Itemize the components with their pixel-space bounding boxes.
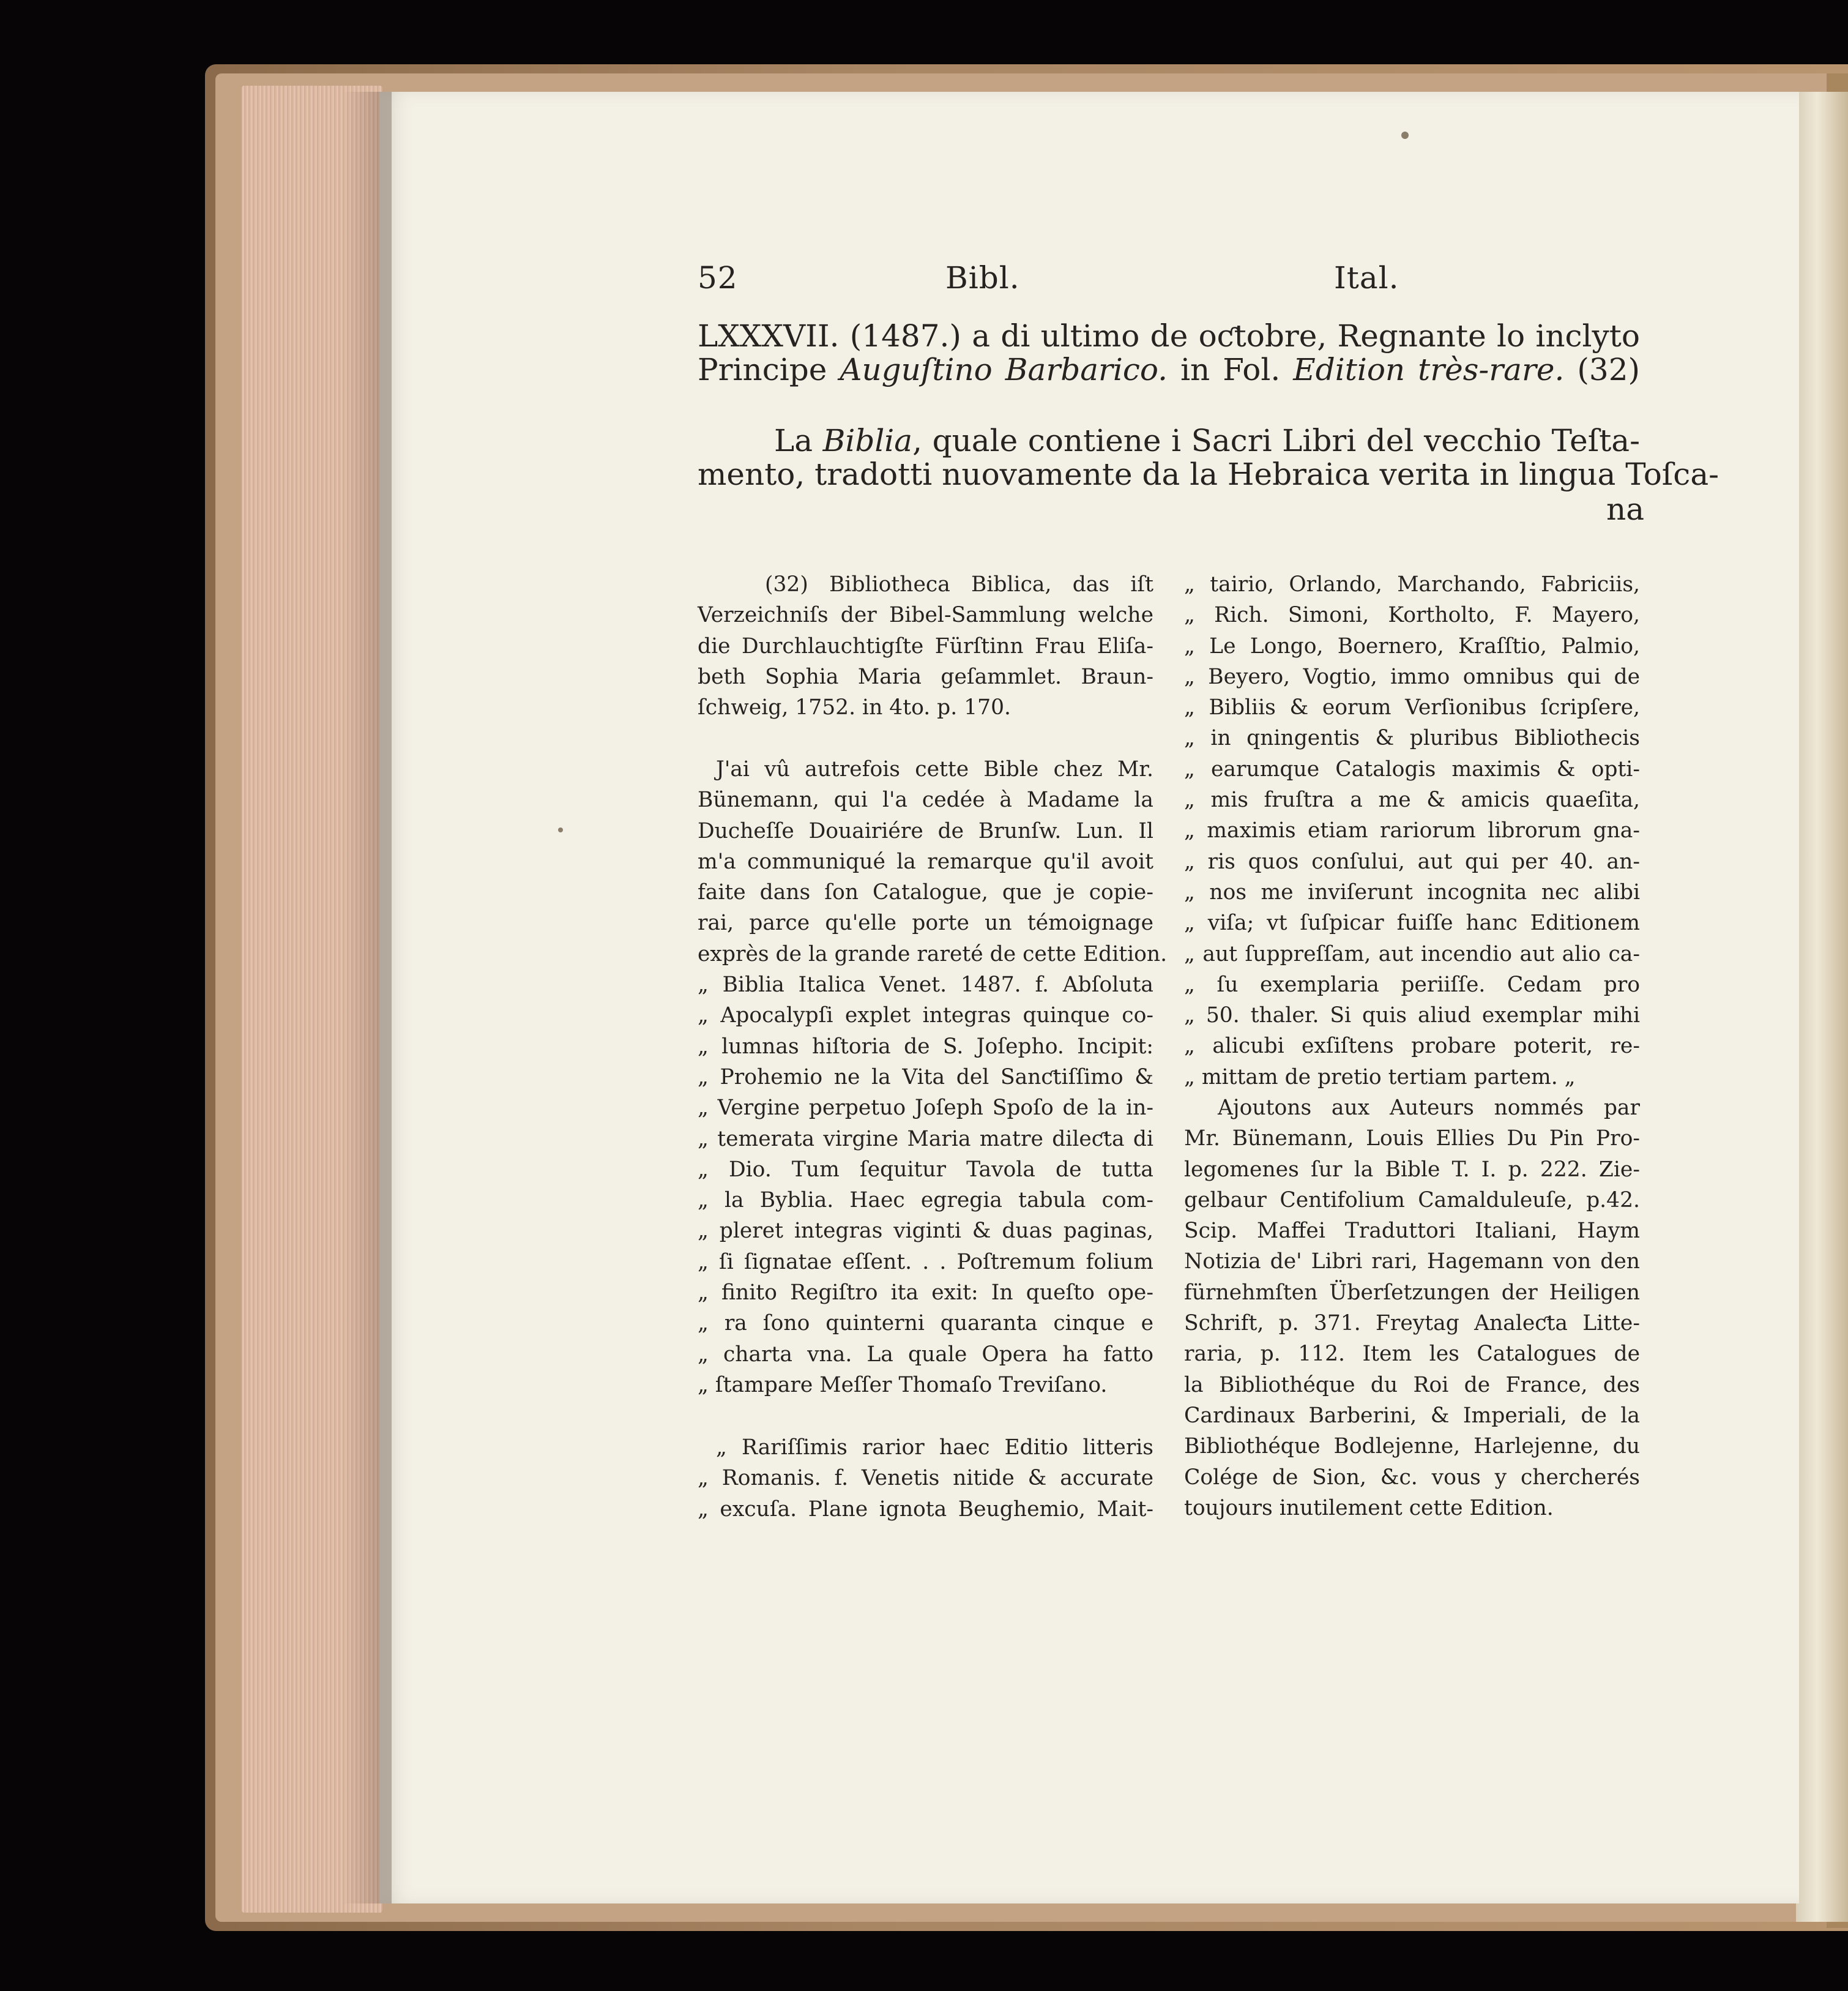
left-paragraph: J'ai vû autrefois cette Bible chez Mr. Bünemann, qui l'a cedée à Madame la Ducheſſe Douairiére de Brunſw. Lun. Il m'a communiqué la remarque qu'il avoit faite dans ſon Catalogue, que je copie- rai, parce qu'elle porte un témoignage exprès de la grande rareté de cette Edition. „ Biblia Italica Venet. 1487. f. Abſoluta „ Apocalypſi explet integras quinque co- „ lumnas hiſtoria de S. Joſepho. Incipit: „ Prohemio ne la Vita del Sanƈtiſſimo & „ Vergine perpetuo Joſeph Spoſo de la in- „ temerata virgine Maria matre dileƈta di „ Dio. Tum ſequitur Tavola de tutta „ la Byblia. Haec egregia tabula com- „ pleret integras viginti & duas paginas, „ ſi ſignatae eſſent. . . Poſtremum folium „ finito Regiſtro ita exit: In queſto ope- „ ra ſono quinterni quaranta cinque e „ charta vna. La quale Opera ha fatto „ ſtampare Meſſer Thomaſo Treviſano. — [698, 757, 1168, 1397]
paper-spot — [558, 827, 563, 832]
footnote-32: (32) Bibliotheca Biblica, das iſt Verzeichniſs der Bibel-Sammlung welche die Durchlauchtigſte Fürſtinn Frau Eliſa- beth Sophia Maria geſammlet. Braun- ſchweig, 1752. in 4to. p. 170. — [698, 572, 1153, 720]
left-paragraph-2: „ Rariſſimis rarior haec Editio litteris „ Romanis. f. Venetis nitide & accurate „ excuſa. Plane ignota Beughemio, Mait- — [698, 1435, 1153, 1522]
right-paragraph: Ajoutons aux Auteurs nommés par Mr. Bünemann, Louis Ellies Du Pin Pro- legomenes ſur la Bible T. I. p. 222. Zie- gelbaur Centifolium Camalduleuſe, p.42. Scip. Maffei Traduttori Italiani, Haym Notizia de' Libri rari, Hagemann von den fürnehmſten Überſetzungen der Heiligen Schrift, p. 371. Freytag Analeƈta Litte- raria, p. 112. Item les Catalogues de la Bibliothéque du Roi de France, des Cardinaux Barberini, & Imperiali, de la Bibliothéque Bodlejenne, Harlejenne, du Colége de Sion, &c. vous y chercherés toujours inutilement cette Edition. — [1184, 1096, 1640, 1520]
paper-spot — [1401, 132, 1409, 139]
page-number: 52 — [698, 260, 738, 296]
entry-line-1: LXXXVII. (1487.) a di ultimo de oƈtobre, Regnante lo inclyto — [698, 318, 1640, 354]
running-title-right: Ital. — [1334, 260, 1399, 296]
running-title-left: Bibl. — [945, 260, 1020, 296]
gutter-shadow — [343, 92, 392, 1903]
page-edges-right — [1796, 92, 1848, 1922]
description-line-3: na — [1606, 491, 1645, 527]
right-quote: „ tairio, Orlando, Marchando, Fabriciis, „ Rich. Simoni, Kortholto, F. Mayero, „ Le Longo, Boernero, Kraſſtio, Palmio, „ Beyero, Vogtio, immo omnibus qui de „ Bibliis & eorum Verſionibus ſcripſere, „ in qningentis & pluribus Bibliothecis „ earumque Catalogis maximis & opti- „ mis fruſtra a me & amicis quaeſita, „ maximis etiam rariorum librorum gna- „ ris quos conſului, aut qui per 40. an- „ nos me inviſerunt incognita nec alibi „ viſa; vt ſuſpicar fuiſſe hanc Editionem „ aut ſuppreſſam, aut incendio aut alio ca- „ ſu exemplaria periiſſe. Cedam pro „ 50. thaler. Si quis aliud exemplar mihi „ alicubi exſiſtens probare poterit, re- „ mittam de pretio tertiam partem. „ — [1184, 572, 1640, 1089]
description-line-2: mento, tradotti nuovamente da la Hebraica verita in lingua Toſca- — [698, 457, 1719, 492]
description-line-1: La Biblia, quale contiene i Sacri Libri del vecchio Teſta- — [774, 423, 1641, 458]
entry-line-2: Principe Auguſtino Barbarico. in Fol. Edition très-rare. (32) — [698, 352, 1641, 387]
